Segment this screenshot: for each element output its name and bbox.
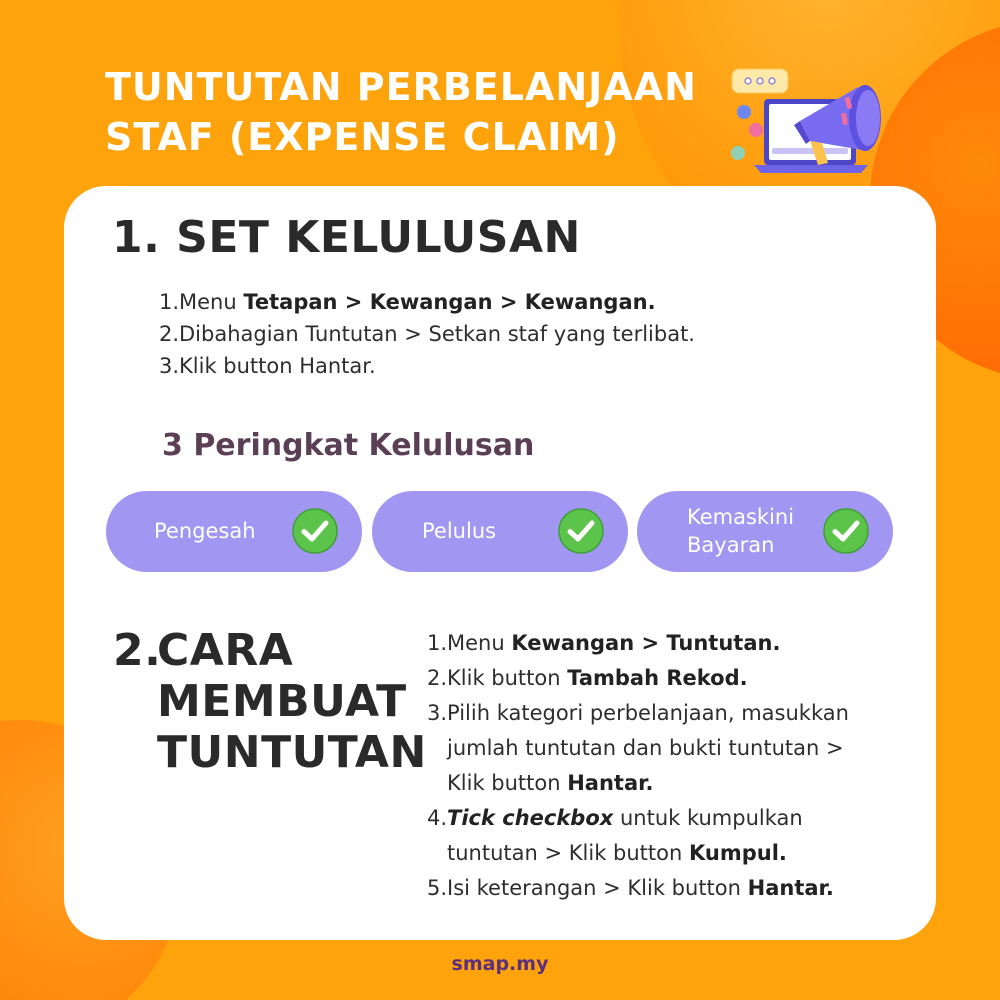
list-item [155,350,695,382]
section-number: 2. [113,625,162,676]
step-text: Isi keterangan > Klik button Hantar. [447,876,834,900]
step-text: Menu Kewangan > Tuntutan. [447,631,781,655]
step-number: 3. [426,701,447,725]
step-text: Menu [179,290,244,314]
check-icon [558,508,604,554]
step-text: Klik button Tambah Rekod. [447,666,748,690]
step-number: 1. [426,631,447,655]
approval-level-label [687,503,794,559]
heading-line: TUNTUTAN [157,727,427,778]
section2-title [157,625,427,778]
check-icon [823,508,869,554]
approval-levels-title: 3 Peringkat Kelulusan [162,428,535,463]
list-item [425,661,849,696]
claim-steps [425,626,849,906]
approval-level-label: Pengesah [154,519,256,543]
list-item [425,626,849,661]
approval-level-pengesah [106,491,362,572]
list-item [425,871,849,906]
step-number: 5. [426,876,447,900]
label-line: Kemaskini [687,505,795,529]
title-line-2: STAF (EXPENSE CLAIM) [105,115,620,159]
step-text-bold: Tetapan > Kewangan > Kewangan. [243,290,656,314]
megaphone-laptop-illustration [728,55,908,180]
label-line: Bayaran [687,533,775,557]
step-text: Dibahagian Tuntutan > Setkan staf yang terlibat. [179,322,695,346]
approval-level-kemaskini-bayaran [637,491,893,572]
approval-level-label: Pelulus [422,519,497,543]
approval-setup-steps [155,286,695,382]
section1-heading: 1. SET KELULUSAN [112,212,581,263]
page-title [105,62,725,162]
list-item [155,286,695,318]
step-text: Pilih kategori perbelanjaan, masukkan jumlah tuntutan dan bukti tuntutan > Klik button Hantar. [447,701,849,795]
step-text: Klik button Hantar. [179,354,376,378]
check-icon [292,508,338,554]
step-number: 4. [426,806,447,830]
list-item [155,318,695,350]
title-line-1: TUNTUTAN PERBELANJAAN [105,65,697,109]
list-item [425,696,849,801]
step-text: Tick checkbox untuk kumpulkan tuntutan > Klik button Kumpul. [447,806,803,865]
step-number: 1. [158,290,179,314]
heading-line: MEMBUAT [157,676,407,727]
step-number: 2. [158,322,179,346]
footer-site-link[interactable]: smap.my [451,953,549,975]
list-item [425,801,849,871]
step-number: 2. [426,666,447,690]
approval-level-pelulus [372,491,628,572]
heading-line: CARA [157,625,294,676]
step-number: 3. [158,354,179,378]
